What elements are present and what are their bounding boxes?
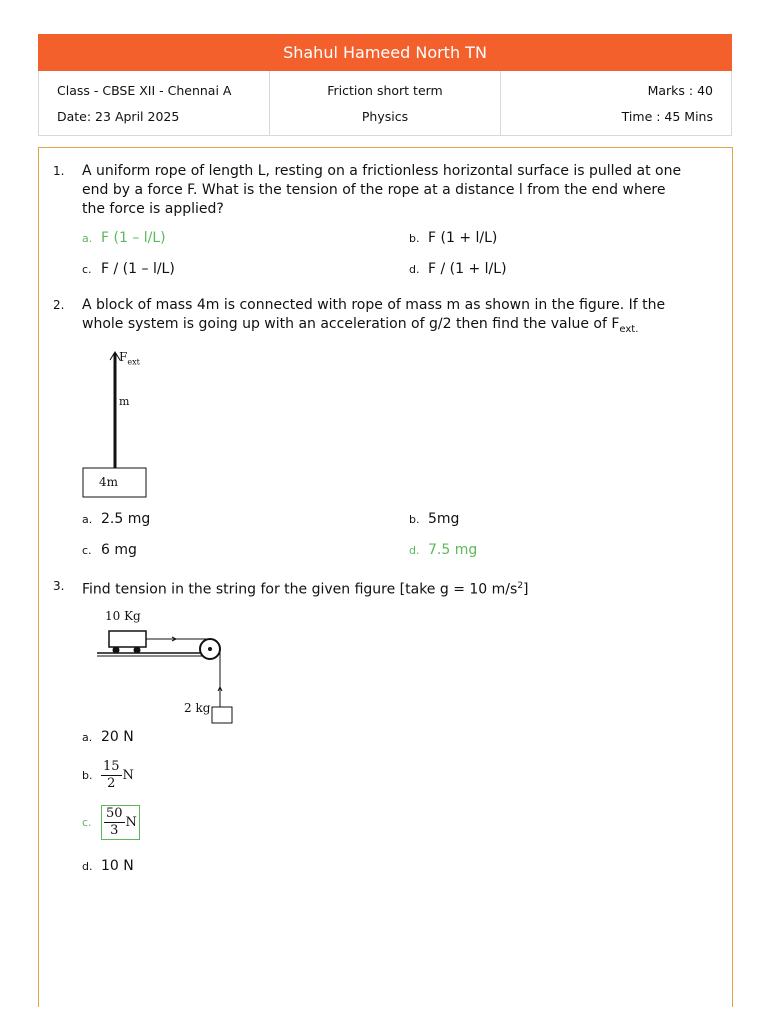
- time-info: Time : 45 Mins: [621, 108, 713, 124]
- fraction-unit: N: [125, 815, 137, 830]
- option-label: c.: [82, 544, 92, 557]
- option-label: b.: [82, 769, 93, 782]
- option-label: d.: [409, 263, 420, 276]
- option-text: 7.5 mg: [428, 542, 478, 558]
- fraction-unit: N: [122, 768, 134, 783]
- fraction-numerator: 15: [103, 759, 120, 774]
- option-a[interactable]: [82, 511, 150, 527]
- option-label: d.: [82, 860, 93, 873]
- cart-mass-label: 10 Kg: [105, 609, 141, 623]
- option-c[interactable]: [82, 261, 175, 277]
- hanging-mass: [212, 707, 232, 723]
- option-b[interactable]: [409, 230, 497, 246]
- option-a[interactable]: [82, 230, 166, 246]
- question-text: A uniform rope of length L, resting on a frictionless horizontal surface is pulled at one end by a force F. What is the tension of the rope at a distance l from the end where the force is applied?: [82, 163, 682, 217]
- cart-wheel: [134, 647, 141, 654]
- force-label: [119, 350, 140, 366]
- option-label: c.: [82, 263, 92, 276]
- option-label: b.: [409, 513, 420, 526]
- date-info: Date: 23 April 2025: [57, 108, 180, 124]
- option-d[interactable]: [409, 261, 507, 277]
- question-text-superscript: 2: [517, 581, 524, 591]
- marks-info: Marks : 40: [647, 82, 713, 98]
- question-text: [82, 577, 692, 600]
- option-c[interactable]: [82, 805, 140, 840]
- option-d[interactable]: [409, 542, 477, 558]
- rope-mass-label: m: [119, 395, 130, 408]
- cart: [109, 631, 146, 647]
- force-symbol: F: [119, 350, 128, 364]
- question-number: 2.: [53, 298, 65, 312]
- option-text: 10 N: [101, 858, 134, 874]
- option-text: F (1 + l/L): [428, 230, 498, 246]
- option-fraction: [101, 805, 140, 840]
- hanging-mass-label: 2 kg: [184, 701, 211, 715]
- option-c[interactable]: [82, 542, 137, 558]
- force-subscript: ext: [127, 357, 140, 367]
- question-panel: [38, 147, 733, 1007]
- fraction: [104, 807, 125, 838]
- pulley-axle: [208, 647, 212, 651]
- option-label: b.: [409, 232, 420, 245]
- class-info: Class - CBSE XII - Chennai A: [57, 82, 232, 98]
- option-text: F / (1 + l/L): [428, 261, 507, 277]
- option-label: a.: [82, 513, 93, 526]
- school-name: Shahul Hameed North TN: [283, 43, 487, 62]
- block-mass-label: 4m: [99, 475, 119, 489]
- topic-info: Friction short term: [327, 82, 443, 98]
- fraction-denominator: 3: [110, 823, 119, 838]
- question-text-main: Find tension in the string for the given figure [take g = 10 m/s: [82, 581, 518, 598]
- rope-block-figure: [79, 348, 199, 500]
- info-column-right: [501, 71, 731, 135]
- info-column-left: [39, 71, 270, 135]
- option-label: a.: [82, 232, 93, 245]
- option-b[interactable]: [409, 511, 459, 527]
- question-text-main: A block of mass 4m is connected with rope of mass m as shown in the figure. If the whole system is going up with an acceleration of g/2 then find the value of F: [82, 297, 666, 332]
- option-text: F / (1 – l/L): [101, 261, 175, 277]
- option-text: 6 mg: [101, 542, 137, 558]
- question-text-end: ]: [523, 581, 529, 598]
- cart-wheel: [113, 647, 120, 654]
- school-banner: [38, 34, 732, 71]
- fraction-numerator: 50: [106, 806, 123, 821]
- exam-info-table: [38, 71, 732, 136]
- option-fraction: [101, 760, 134, 791]
- option-label: c.: [82, 816, 92, 829]
- option-text: 2.5 mg: [101, 511, 151, 527]
- question-text-subscript: ext.: [619, 323, 639, 335]
- option-label: a.: [82, 731, 93, 744]
- option-b[interactable]: [82, 760, 134, 791]
- option-text: 5mg: [428, 511, 460, 527]
- fraction: [101, 760, 122, 791]
- subject-info: Physics: [361, 108, 409, 124]
- option-a[interactable]: [82, 729, 134, 745]
- question-text: [82, 296, 692, 339]
- pulley-figure: [94, 625, 244, 725]
- option-text: F (1 – l/L): [101, 230, 166, 246]
- option-label: d.: [409, 544, 420, 557]
- question-number: 1.: [53, 164, 65, 178]
- question-number: 3.: [53, 579, 65, 593]
- option-d[interactable]: [82, 858, 134, 874]
- fraction-denominator: 2: [107, 776, 116, 791]
- option-text: 20 N: [101, 729, 134, 745]
- info-column-center: [270, 71, 501, 135]
